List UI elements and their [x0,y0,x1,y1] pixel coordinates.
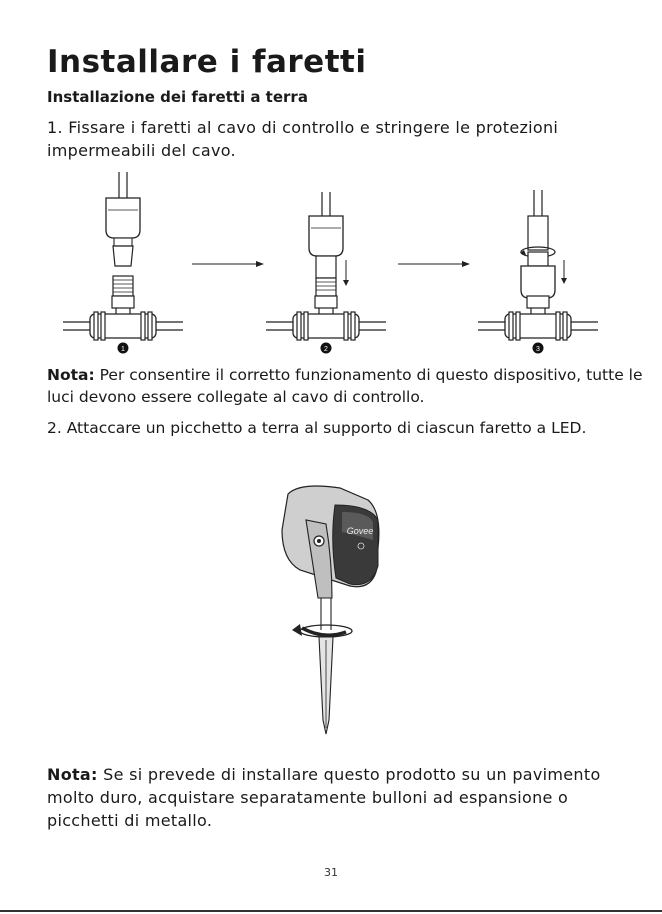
diagram-step-3 [478,190,598,340]
note-1-label: Nota: [47,366,95,384]
diagram-step-1 [63,172,183,340]
page-number: 31 [324,866,338,879]
diagram-step-2 [266,192,386,340]
section-subtitle: Installazione dei faretti a terra [47,88,308,106]
note-2-text: Se si prevede di installare questo prodotto su un pavimento molto duro, acquistare separatamente bulloni ad espansione o picchetti di metallo. [47,765,601,830]
step-marker-2 [321,343,332,354]
step-2-text: 2. Attaccare un picchetto a terra al supporto di ciascun faretto a LED. [47,419,587,437]
step-marker-1 [118,343,129,354]
bottom-rule [0,910,662,912]
govee-logo: Govee [346,526,374,536]
spotlight-illustration [282,486,379,734]
svg-text:3: 3 [536,346,540,353]
note-2-label: Nota: [47,765,98,784]
svg-text:2: 2 [324,346,328,353]
svg-text:1: 1 [121,346,125,353]
note-1 [47,364,647,408]
note-2 [47,763,607,832]
page-title: Installare i faretti [47,44,367,80]
note-1-text: Per consentire il corretto funzionamento di questo dispositivo, tutte le luci devono essere collegate al cavo di controllo. [47,366,643,406]
step-marker-3 [533,343,544,354]
step-1-text: 1. Fissare i faretti al cavo di controllo e stringere le protezioni impermeabili del cavo. [47,118,559,160]
